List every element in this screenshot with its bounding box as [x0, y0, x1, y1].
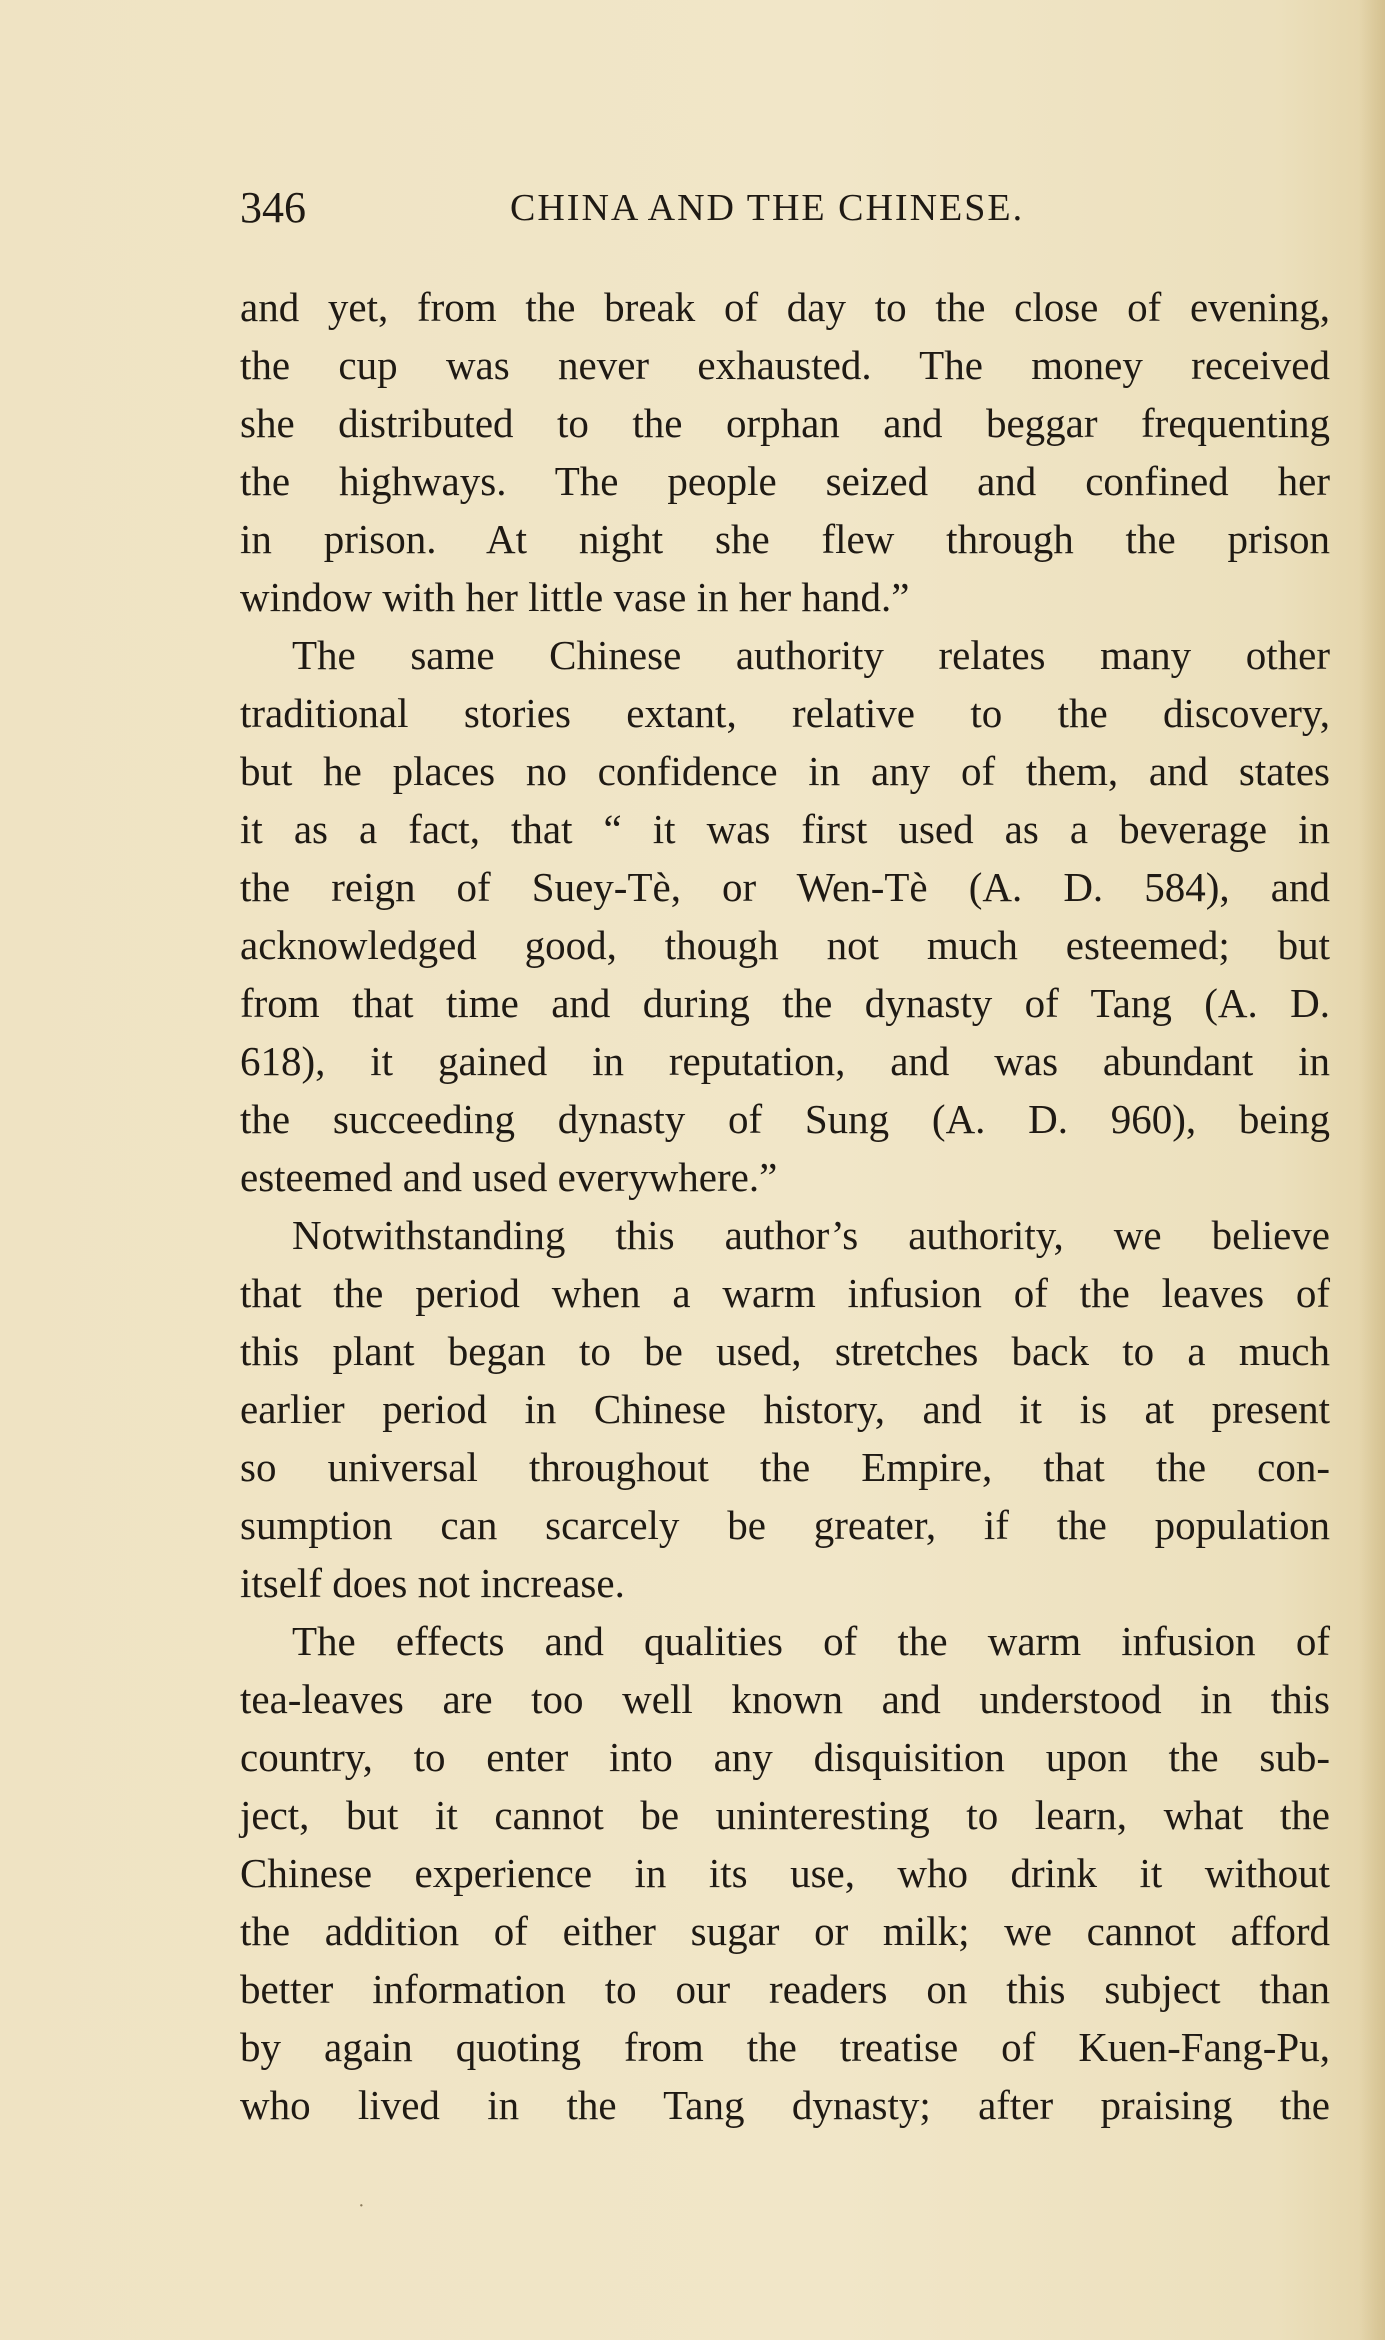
body-text: [240, 278, 1330, 2134]
page-number: 346: [240, 183, 306, 232]
text-line: traditional stories extant, relative to the discovery,: [240, 690, 1330, 736]
text-line: from that time and during the dynasty of Tang (A. D.: [240, 980, 1330, 1026]
text-line: the highways. The people seized and confined her: [240, 458, 1330, 504]
text-line: the cup was never exhausted. The money received: [240, 342, 1330, 388]
page-edge-shadow: [1359, 0, 1385, 2340]
text-line: the reign of Suey-Tè, or Wen-Tè (A. D. 584), and: [240, 864, 1330, 910]
text-line: that the period when a warm infusion of the leaves of: [240, 1270, 1330, 1316]
text-line: 618), it gained in reputation, and was abundant in: [240, 1038, 1330, 1084]
text-line-paragraph-start: Notwithstanding this author’s authority, we believe: [292, 1212, 1330, 1258]
text-line: the addition of either sugar or milk; we cannot afford: [240, 1908, 1330, 1954]
page-header: [240, 178, 1330, 238]
text-line: acknowledged good, though not much esteemed; but: [240, 922, 1330, 968]
text-line-paragraph-start: The same Chinese authority relates many other: [292, 632, 1330, 678]
text-line: better information to our readers on this subject than: [240, 1966, 1330, 2012]
running-title: CHINA AND THE CHINESE.: [510, 187, 1025, 229]
text-line: window with her little vase in her hand.”: [240, 574, 910, 620]
text-line: the succeeding dynasty of Sung (A. D. 960), being: [240, 1096, 1330, 1142]
text-line: and yet, from the break of day to the close of evening,: [240, 284, 1330, 330]
text-line: so universal throughout the Empire, that the con-: [240, 1444, 1330, 1490]
text-line: esteemed and used everywhere.”: [240, 1154, 778, 1200]
text-line: she distributed to the orphan and beggar frequenting: [240, 400, 1330, 446]
text-line-paragraph-start: The effects and qualities of the warm infusion of: [292, 1618, 1330, 1664]
text-line: who lived in the Tang dynasty; after praising the: [240, 2082, 1330, 2128]
text-line: earlier period in Chinese history, and it is at present: [240, 1386, 1330, 1432]
text-line: but he places no confidence in any of them, and states: [240, 748, 1330, 794]
text-line: this plant began to be used, stretches back to a much: [240, 1328, 1330, 1374]
text-line: Chinese experience in its use, who drink it without: [240, 1850, 1330, 1896]
text-line: country, to enter into any disquisition upon the sub-: [240, 1734, 1330, 1780]
text-line: ject, but it cannot be uninteresting to learn, what the: [240, 1792, 1330, 1838]
ink-speck: ·: [358, 2195, 365, 2217]
text-line: by again quoting from the treatise of Kuen-Fang-Pu,: [240, 2024, 1330, 2070]
text-line: tea-leaves are too well known and understood in this: [240, 1676, 1330, 1722]
text-line: sumption can scarcely be greater, if the population: [240, 1502, 1330, 1548]
text-line: in prison. At night she flew through the prison: [240, 516, 1330, 562]
text-line: itself does not increase.: [240, 1560, 625, 1606]
text-line: it as a fact, that “ it was first used as a beverage in: [240, 806, 1330, 852]
